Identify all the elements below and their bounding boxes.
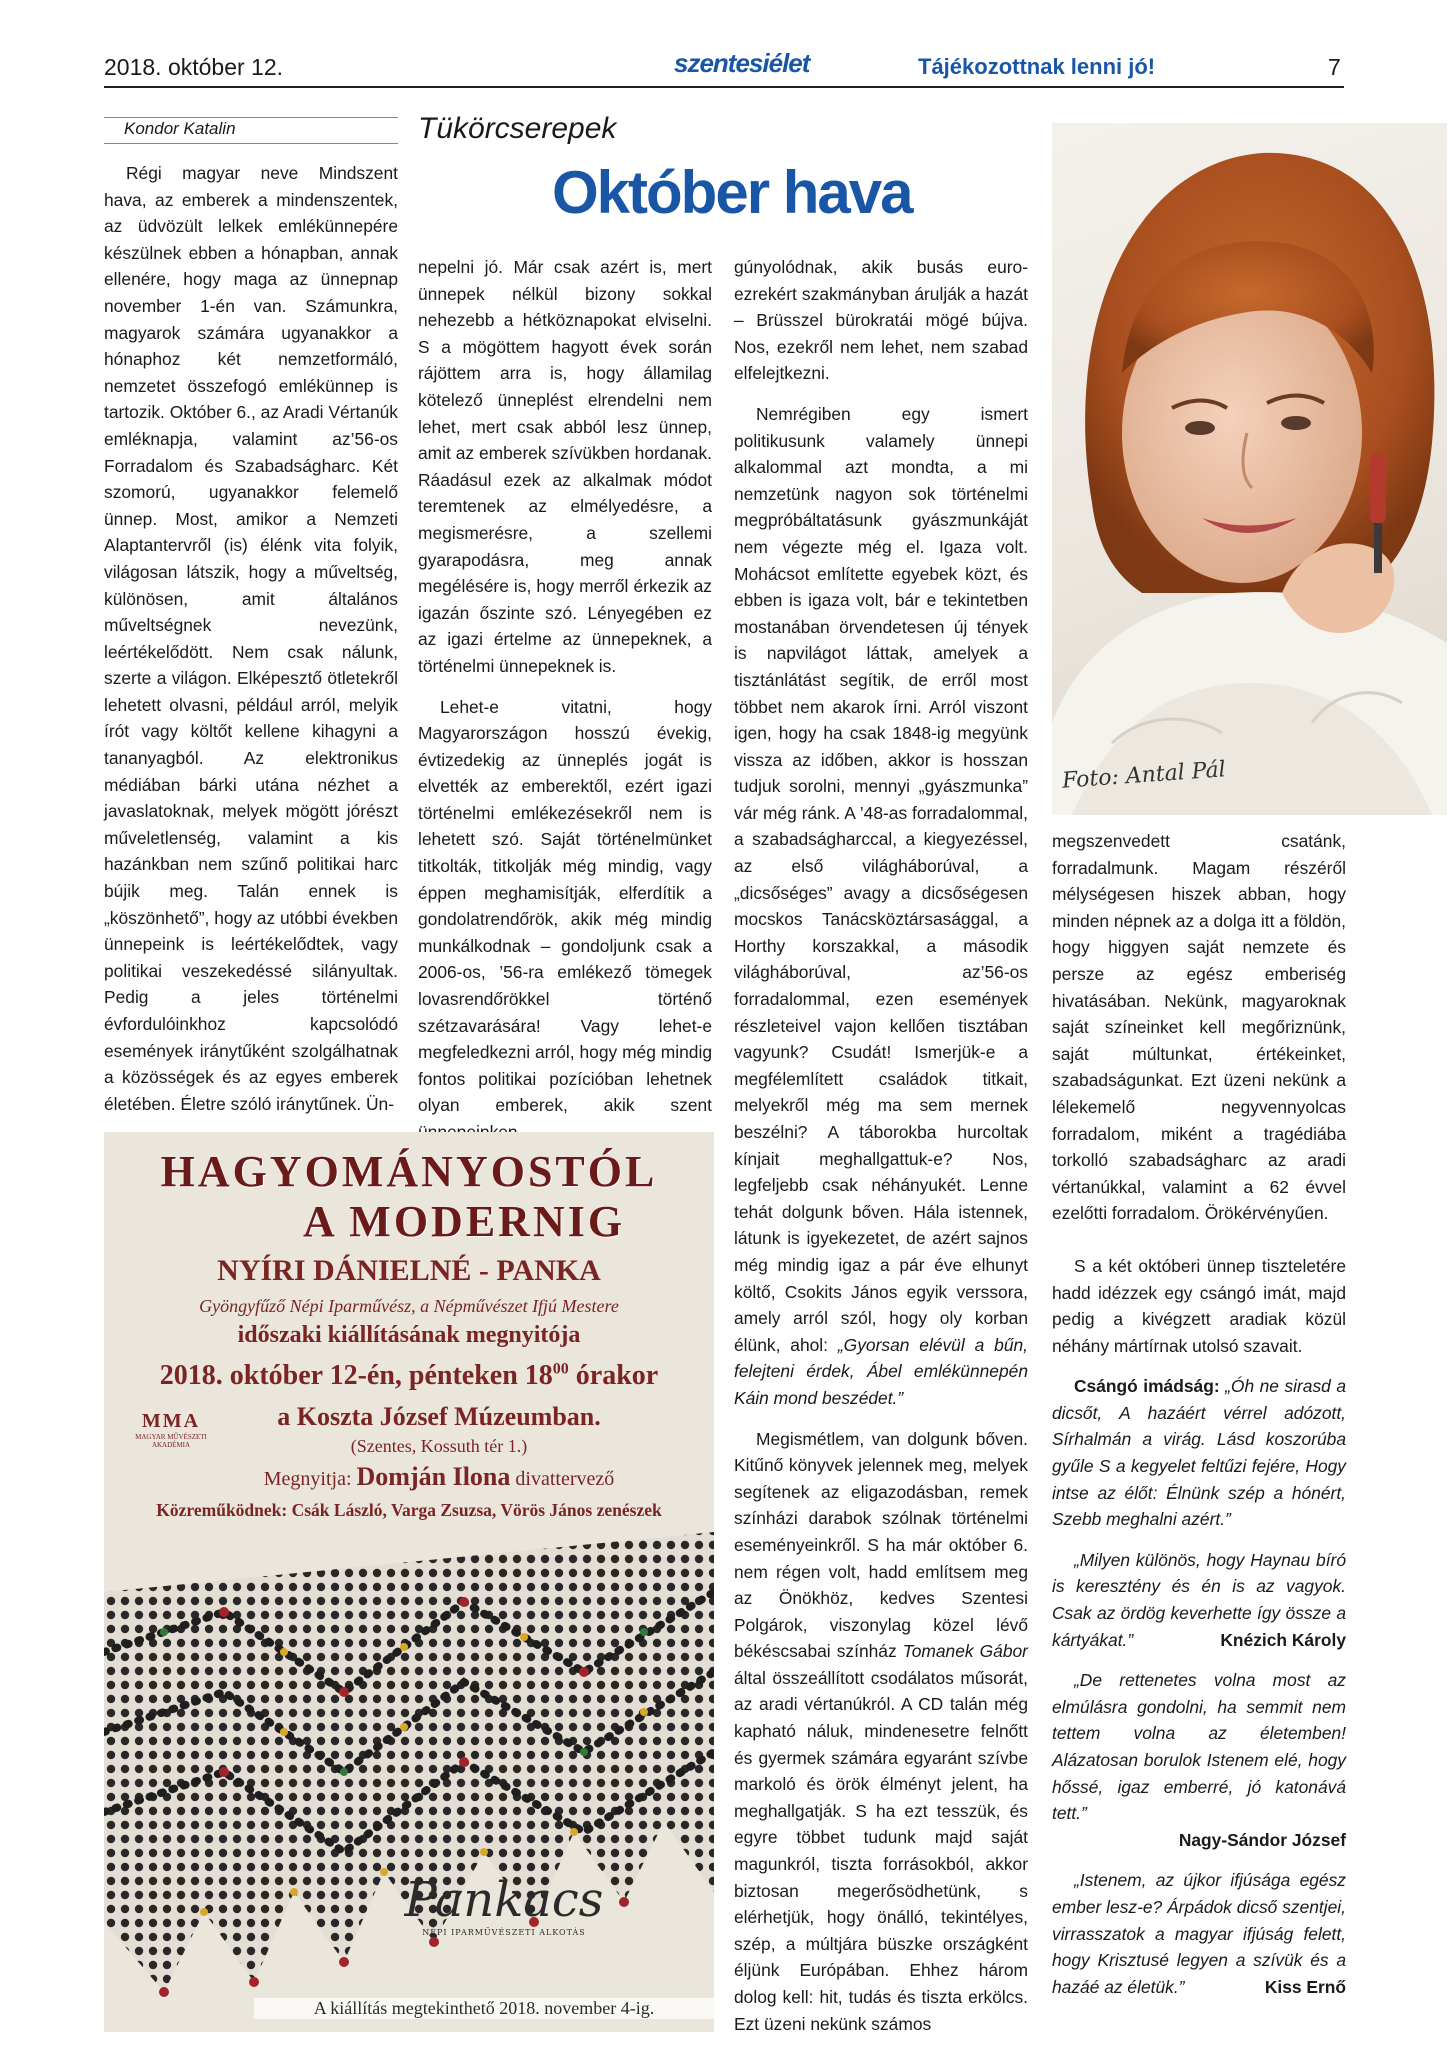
col1-paragraph: Régi magyar neve Mindszent hava, az emberek a mindenszentek, az üdvözült lelkek emlékünnepére készülnek ebben a hónapban, annak ellenére, hogy maga az ünnepnap november 1-én van. Számunkra, magyarok számára ugyanakkor a hónaphoz két nemzetformáló, nemzetet összefogó emlékünnep is tartozik. Október 6., az Aradi Vértanúk emléknapja, valamint az’56-os Forradalom és Szabadságharc. Két szomorú, ugyanakkor felemelő ünnep. Most, amikor a Nemzeti Alaptantervről (is) élénk vita folyik, világosan látszik, hogy a műveltség, különösen, amit általános műveltségnek nevezünk, leértékelődött. Nem csak nálunk, szerte a világon. Elképesztő ötletekről lehetett olvasni, például arról, melyik írót vagy költőt kellene kihagyni a tananyagból. Az elektronikus médiában bárki utána nézhet a javaslatoknak, melyek mögött jórészt műveletlenség, valamint a kis hazánkban nem szűnő politikai harc bújik meg. Talán ennek is „köszönhető”, hogy az utóbbi években ünnepeink is leértékelődtek, vagy politikai veszekedéssé silányultak. Pedig a jeles történelmi évfordulóinkhoz kapcsolódó események iránytűként szolgálhatnak a közösségek és az egyes emberek életében. Életre szóló iránytűnek. Ün-: [104, 163, 398, 1114]
article-title: Október hava: [552, 159, 912, 226]
article-kicker: Tükörcserepek: [418, 112, 617, 145]
poster-opener-role: divattervező: [510, 1468, 615, 1490]
poster-title-line-1: HAGYOMÁNYOSTÓL: [160, 1147, 658, 1196]
poster-time-suffix: órakor: [568, 1360, 659, 1391]
poster-venue: a Koszta József Múzeumban.: [277, 1402, 601, 1431]
quote-nagy-sandor: [1052, 1667, 1346, 1827]
col3-paragraph-1: gúnyolódnak, akik busás euro-ezrekért szakmányban árulják a hazát – Brüsszel bürokratái mögé bújva. Nos, ezekről nem lehet, nem szabad elfelejtkezni.: [734, 257, 1028, 384]
col3-paragraph-3-text: Megismétlem, van dolgunk bőven. Kitűnő könyvek jelennek meg, melyek segítenek az eligazodásban, remek színházi darabok szólnak történelmi eseményeinkről. S ha már október 6. nem régen volt, hadd említsem meg az Önökhöz, kedves Szentesi Polgárok, viszonylag közel lévő békéscsabai színház: [734, 1428, 1028, 1662]
mma-logo-line-1: MAGYAR MŰVÉSZETI: [135, 1433, 207, 1441]
author-rule-bottom: [104, 143, 398, 144]
quote-knezich: [1052, 1547, 1346, 1653]
poster-artist-subtitle: Gyöngyfűző Népi Iparművész, a Népművészet Ifjú Mestere: [199, 1296, 619, 1316]
quote-nagy-sandor-text: „De rettenetes volna most az elmúlásra gondolni, ha semmit nem tettem volna az életemben! Alázatosan borulok Istenem elé, hogy hőssé, igaz emberré, jó katonává tett.”: [1052, 1670, 1346, 1824]
col4-paragraph-2: S a két októberi ünnep tiszteletére hadd idézzek egy csángó imát, majd pedig a kivégzett aradiak közül néhány mártírnak utolsó szavait.: [1052, 1255, 1346, 1356]
quote-kiss-author: Kiss Ernő: [1264, 1976, 1346, 1997]
photo-signature: Foto: Antal Pál: [1061, 757, 1227, 794]
quote-knezich-author: Knézich Károly: [1220, 1629, 1346, 1650]
pankacs-brand: [384, 1872, 624, 1937]
prayer-text: „Óh ne sirasd a dicsőt, A hazáért vérrel adózott, Sírhalmán a virág. Lásd koszorúba gyűle S a kegyelet feltűzi fejére, Hogy intse az élőt: Élnünk szép a hónért, Szebb meghalni azért.”: [1052, 1376, 1347, 1530]
header-slogan: Tájékozottnak lenni jó!: [918, 54, 1156, 79]
prayer-label: Csángó imádság:: [1074, 1376, 1220, 1397]
quote-kiss-text: „Istenem, az újkor ifjúsága egész ember lesz-e? Árpádok dicső szentjei, virrasszatok a magyar ifjúság felett, hogy Krisztusé legyen a szívük és a hazáé az életük.”: [1052, 1870, 1346, 1997]
col4-paragraph-1: megszenvedett csatánk, forradalmunk. Magam részéről mélységesen hiszek abban, hogy minden népnek az a dolga itt a földön, hogy higgyen saját nemzete és persze az egész emberiség hivatásában. Nekünk, magyaroknak saját színeinket kell megőriznünk, saját múltunkat, értékeinket, szabadságunkat. Ezt üzeni nekünk a lélekemelő negyvennyolcas forradalom, miként a tragédiába torkolló szabadságharc az aradi vértanúkkal, valamint a 62 évvel ezelőtti forradalom. Örökérvényűen.: [1052, 831, 1346, 1224]
issue-date: 2018. október 12.: [104, 54, 284, 80]
poster-title-line-2: A MODERNIG: [302, 1197, 626, 1246]
poster-artist-name: NYÍRI DÁNIELNÉ - PANKA: [217, 1254, 601, 1287]
poster-date: [104, 1360, 714, 1392]
poster-opener-label: Megnyitja:: [263, 1468, 357, 1490]
tomanek-name: Tomanek Gábor: [902, 1641, 1028, 1662]
article-column-2: [418, 254, 712, 1146]
article-column-4: [1052, 828, 1346, 2000]
poster-time-sup: 00: [552, 1360, 569, 1378]
poster-date-text: 2018. október 12-én, pénteken 18: [159, 1360, 553, 1391]
col2-paragraph-2: Lehet-e vitatni, hogy Magyarországon hosszú évekig, évtizedekig az ünneplés jogát is elvették az emberektől, ezért igazi történelmi emlékezésekről nem is lehetett szó. Saját történelmünket titkolták, titkolják még mindig, vagy éppen meghamisítják, elferdítik a gondolatrendőrök, akik még mindig munkálkodnak – gondoljunk csak a 2006-os, ’56-ra emlékező tömegek lovasrendőrökkel történő szétzavarására! Vagy lehet-e megfeledkezni arról, hogy még mindig fontos politikai pozícióban lehetnek olyan emberek, akik szent: [418, 696, 712, 1116]
col3-paragraph-2: [734, 401, 1028, 1412]
exhibition-poster: [104, 1132, 714, 2032]
mma-logo-line-2: AKADÉMIA: [151, 1441, 191, 1449]
pankacs-brand-name: Pankacs: [404, 1872, 604, 1928]
quote-kiss: [1052, 1867, 1346, 2000]
col3-paragraph-3: [734, 1426, 1028, 2038]
col3-paragraph-3-rest: által összeállított csodálatos műsorát, az aradi vértanúkról. A CD talán még kapható náluk, mindenesetre felnőtt és gyermek számára egyaránt szívbe markoló és örök élményt jelent, ha meghallgatják. S ha ezt tesszük, és egyre többet tudunk majd saját magunkról, tiszta forrásokból, akkor biztosan megerősödhetünk, s elérhetjük, hogy önálló, tekintélyes, szép, a múltjára büszke országként éljünk Európában. Ehhez három dolog kell: hit, tudás és tiszta erkölcs. Ezt üzeni nekünk számos: [734, 1667, 1028, 2034]
author-rule-top: [104, 117, 398, 118]
poster-footer: A kiállítás megtekinthető 2018. november 4-ig.: [254, 1998, 714, 2019]
csango-prayer: [1052, 1373, 1346, 1533]
quote-knezich-text: „Milyen különös, hogy Haynau bíró is keresztény és én is az vagyok. Csak az ördög keverhette így össze a kártyákat.”: [1052, 1549, 1346, 1650]
pankacs-brand-sub: NÉPI IPARMŰVÉSZETI ALKOTÁS: [422, 1928, 586, 1937]
poster-opener: [164, 1462, 714, 1492]
masthead-logo: szentesiélet: [674, 48, 810, 78]
article-column-3: [734, 254, 1028, 2037]
portrait-illustration: [1052, 123, 1447, 815]
quote-nagy-sandor-author: Nagy-Sándor József: [1178, 1829, 1346, 1850]
csokits-quote: „Gyorsan elévül a bűn, felejteni érdek, Ábel emlékünnepén Káin mond beszédet.”: [734, 1334, 1028, 1408]
poster-performers: Közreműködnek: Csák László, Varga Zsuzsa, Vörös János zenészek: [156, 1500, 662, 1520]
col3-paragraph-2-text: Nemrégiben egy ismert politikusunk valamely ünnepi alkalommal azt mondta, a mi nemzetünk nagyon sok történelmi megpróbáltatásunk gyászmunkáját nem végezte még el. Igaza volt. Mohácsot említette egyebek közt, és ebben is igaza volt, bár e tekintetben mostanában örvendetesen új tények is napvilágot láttak, amelyek a tisztánlátást segítik, de erről most többet nem akarok írni. Arról viszont igen, hogy ha csak 1848-ig megyünk vissza az időben, akkor is hosszan tudjuk sorolni, mennyi „gyászmunka” vár még ránk. A ’48-as forradalommal, a szabadságharccal, a kiegyezéssel, az első világháborúval, a „dicsőséges” avagy a dicsőségesen mocskos Tanácsköztársasággal, a Horthy korszakkal, a második világháborúval, az’56-os forradalommal, ezen események részleteivel vajon kellően tisztában vagyunk? Csudát! Ismerjük-e a megfélemlített családok titkait, melyekről még ma sem mernek beszélni? A táborokba hurcoltak kínjait meghallgattuk-e? Nos, legfeljebb csak néhányukét. Lenne tehát dolgunk bőven. Hála istennek, látunk is igyekezetet, de azért sajnos még mindig igaz a pár éve elhunyt költő, Csokits János egyik verssora, amely arról szól, hogy oly korban élünk, ahol:: [734, 403, 1028, 1355]
page-number: 7: [1328, 54, 1341, 80]
article-author: Kondor Katalin: [124, 119, 236, 138]
poster-event: időszaki kiállításának megnyitója: [237, 1322, 581, 1348]
poster-address: (Szentes, Kossuth tér 1.): [350, 1436, 528, 1456]
mma-logo-mark: MMA: [141, 1410, 201, 1432]
poster-opener-name: Domján Ilona: [356, 1462, 511, 1491]
header-rule: [104, 86, 1344, 88]
portrait-photo: [1052, 123, 1447, 815]
col2-paragraph-1: nepelni jó. Már csak azért is, mert ünnepek nélkül bizony sokkal nehezebb a hétköznapokat elviselni. S a mögöttem hagyott évek során rájöttem arra is, hogy államilag kötelező ünneplést elrendelni nem lehet, mert csak abból lesz ünnep, amit az emberek szívükben hordanak. Ráadásul ezek az alkalmak módot teremtenek az elmélyedésre, a megismerésre, a szellemi gyarapodásra, meg annak megélésére is, hogy merről érkezik az igazán őszinte szó. Lényegében ez az igazi értelme az ünnepeknek, a történelmi ünnepeknek is.: [418, 257, 712, 676]
article-column-1: [104, 160, 398, 1117]
